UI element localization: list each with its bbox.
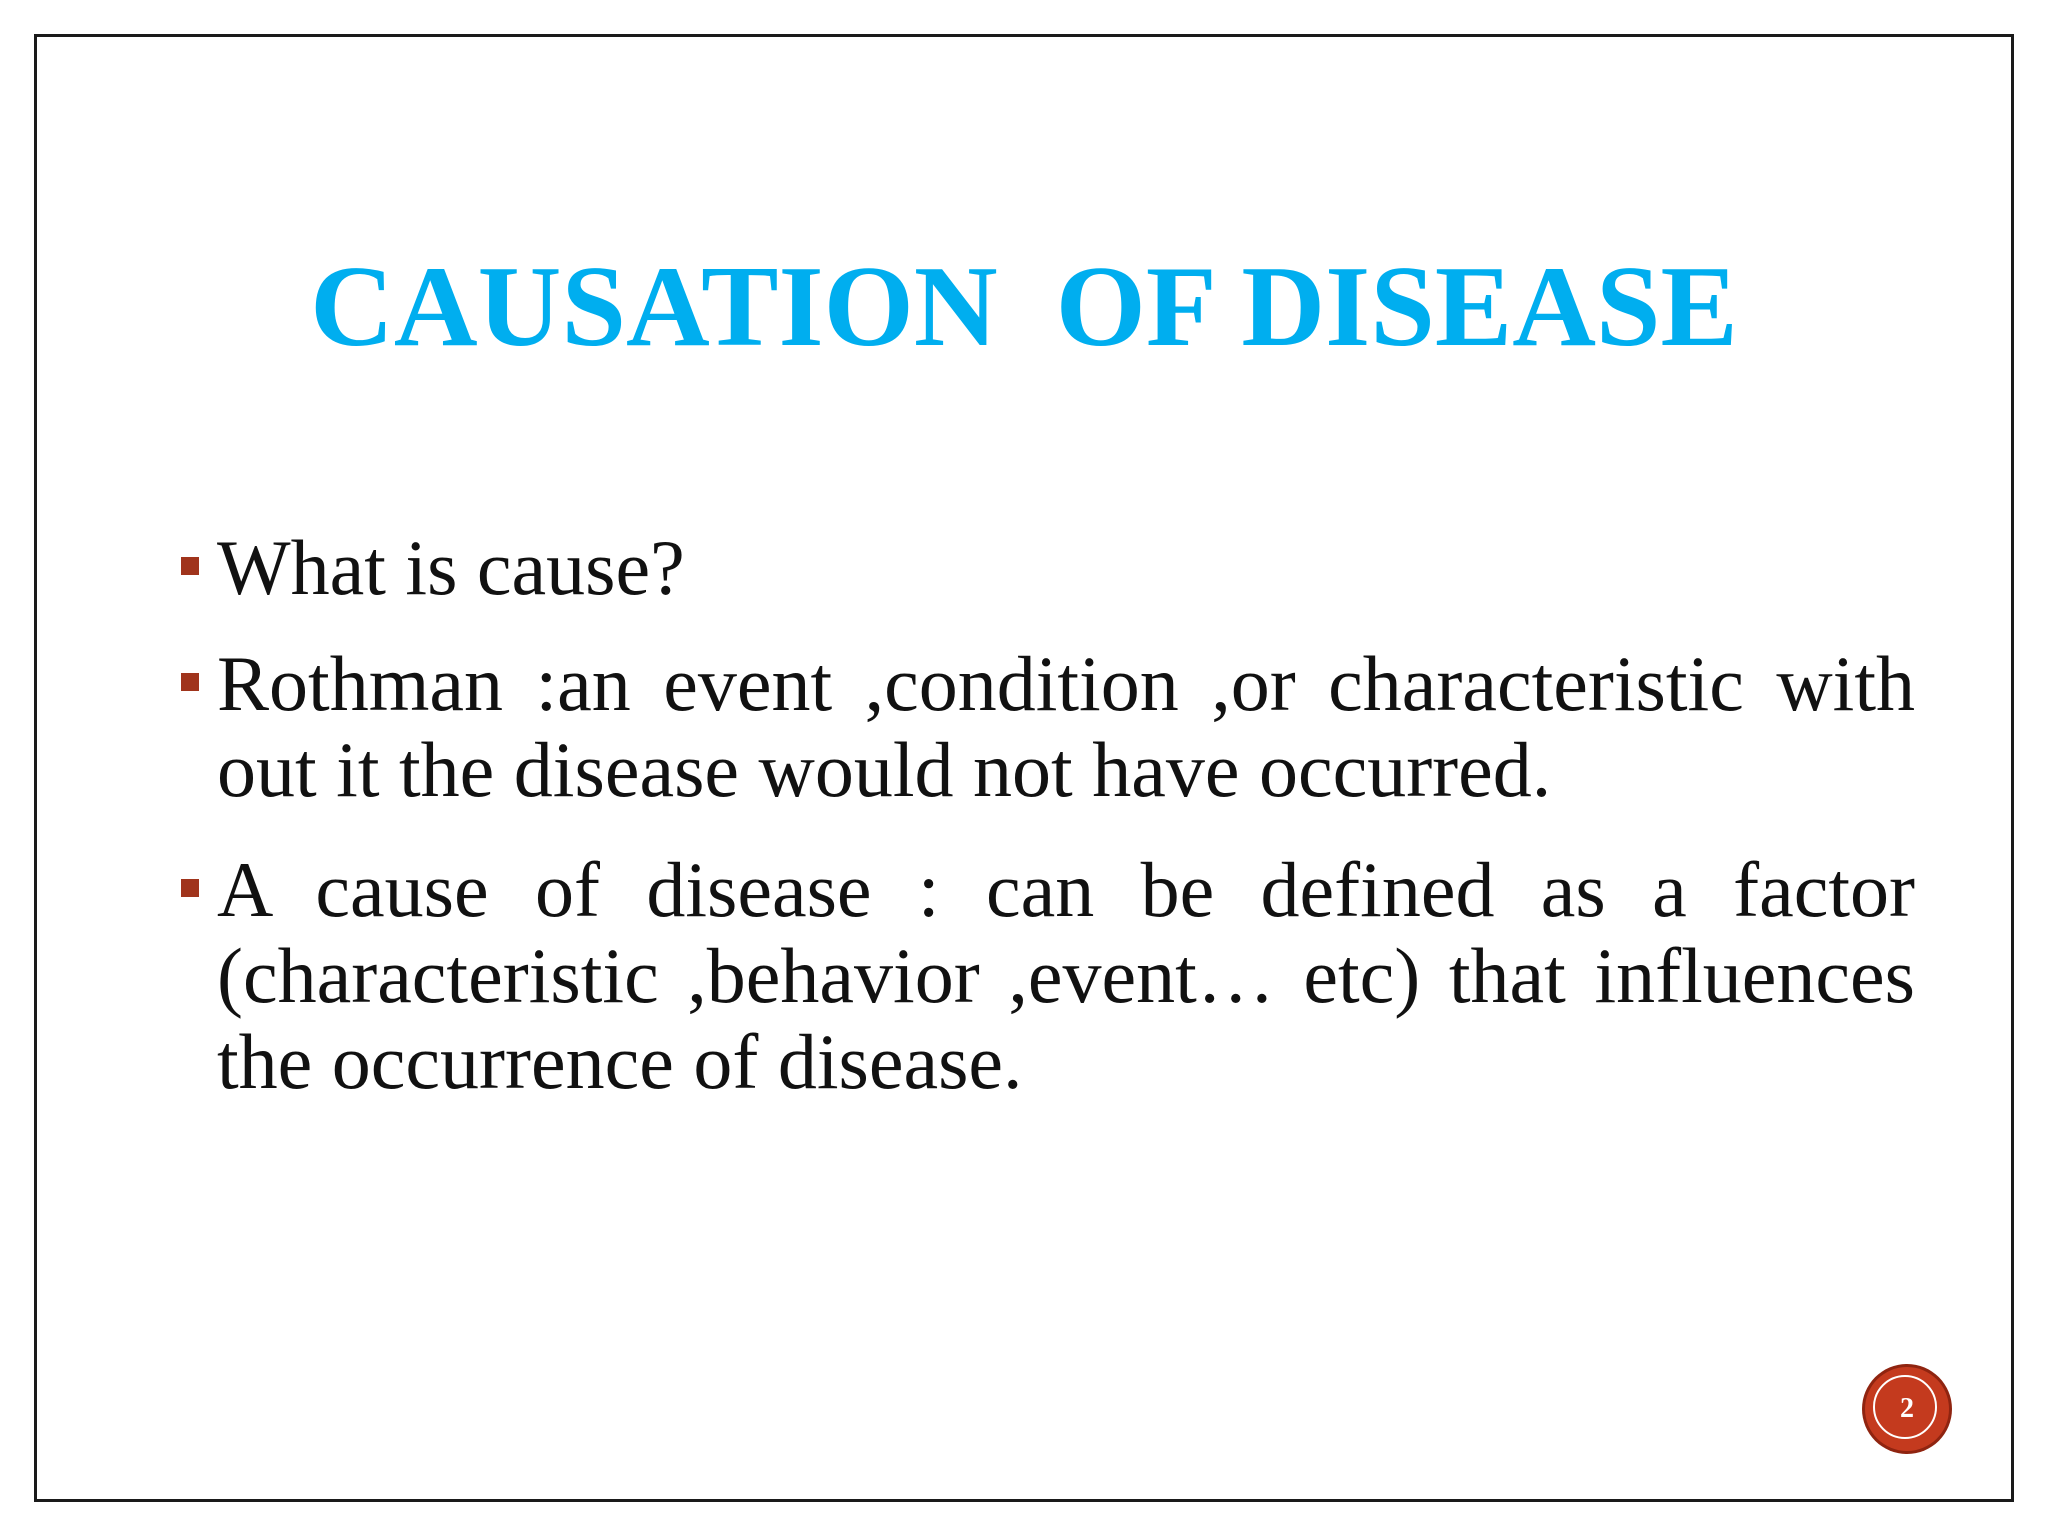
slide-title: CAUSATION OF DISEASE [310, 243, 1738, 371]
square-bullet-icon [181, 879, 199, 897]
bullet-item [217, 847, 1915, 1105]
bullet-text: Rothman :an event ,condition ,or characteristic with out it the disease would not have occurred. [217, 640, 1915, 813]
square-bullet-icon [181, 673, 199, 691]
bullet-item [217, 641, 1915, 813]
bullet-text: What is cause? [217, 524, 685, 611]
bullet-list [37, 37, 2011, 1499]
square-bullet-icon [181, 557, 199, 575]
bullet-item [217, 525, 1915, 611]
bullet-text: A cause of disease : can be defined as a factor (characteristic ,behavior ,event… etc) that influences the occurrence of disease. [217, 846, 1915, 1105]
slide [34, 34, 2014, 1502]
page-number-badge [1865, 1367, 1949, 1451]
page-number: 2 [1900, 1393, 1914, 1424]
